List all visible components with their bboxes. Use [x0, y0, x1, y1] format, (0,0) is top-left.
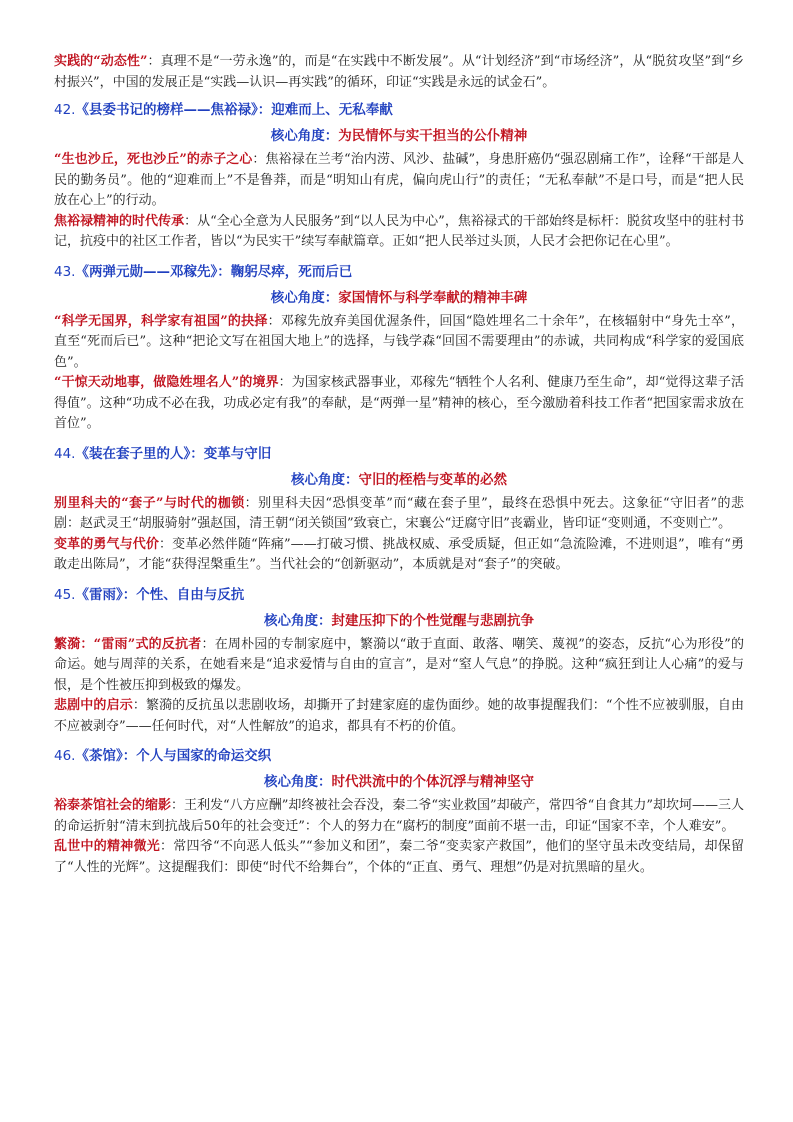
paragraph [54, 535, 744, 576]
core-angle [54, 126, 744, 147]
core-angle-label: 核心角度： [270, 128, 339, 144]
paragraph-text: ：繁漪的反抗虽以悲剧收场，却撕开了封建家庭的虚伪面纱。她的故事提醒我们：“个性不应被驯服，自由不应被剥夺”——任何时代，对“人性解放”的追求，都具有不朽的价值。 [54, 698, 744, 734]
section-number: 43. [54, 263, 76, 280]
core-angle-text: 封建压抑下的个性觉醒与悲剧抗争 [331, 612, 534, 629]
core-angle-label: 核心角度： [264, 774, 332, 790]
paragraph [54, 312, 744, 374]
section-title: 《两弹元勋——邓稼先》 [75, 263, 218, 280]
section-heading [54, 745, 744, 767]
core-angle-text: 时代洪流中的个体沉浮与精神坚守 [331, 774, 534, 790]
core-angle [54, 288, 744, 309]
core-angle-label: 核心角度： [264, 612, 332, 629]
section-title: 《茶馆》 [75, 748, 123, 764]
section-theme: ：鞠躬尽瘁，死而后已 [217, 263, 353, 280]
document-page [54, 52, 744, 886]
paragraph [54, 494, 744, 535]
core-angle [54, 772, 744, 793]
paragraph [54, 696, 744, 737]
paragraph [54, 373, 744, 435]
section-theme: ：变革与守旧 [190, 445, 272, 462]
intro-text: ：真理不是“一劳永逸”的，而是“在实践中不断发展”。从“计划经济”到“市场经济”，从“脱贫攻坚”到“乡村振兴”，中国的发展正是“实践—认识—再实践”的循环，印证“实践是永远的试金石”。 [54, 54, 744, 90]
section-heading [54, 443, 744, 465]
core-angle-text: 家国情怀与科学奉献的精神丰碑 [338, 289, 528, 306]
section-heading [54, 99, 744, 121]
paragraph-lead: 悲剧中的启示 [54, 698, 133, 713]
paragraph-lead: 繁漪：“雷雨”式的反抗者 [54, 636, 202, 652]
section-42 [54, 99, 744, 253]
section-44 [54, 443, 744, 576]
paragraph [54, 212, 744, 253]
core-angle [54, 611, 744, 632]
paragraph-lead: 变革的勇气与代价 [54, 536, 160, 552]
paragraph-text: ：别里科夫因“恐惧变革”而“藏在套子里”，最终在恐惧中死去。这象征“守旧者”的悲剧：赵武灵王“胡服骑射”强赵国，清王朝“闭关锁国”致衰亡，宋襄公“迂腐守旧”丧霸业，皆印证“变则通，不变则亡”。 [54, 495, 744, 531]
paragraph-text: ：从“全心全意为人民服务”到“以人民为中心”，焦裕禄式的干部始终是标杆：脱贫攻坚中的驻村书记，抗疫中的社区工作者，皆以“为民实干”续写奉献篇章。正如“把人民举过头顶，人民才会把你记在心里”。 [54, 213, 744, 249]
paragraph-text: ：邓稼先放弃美国优渥条件，回国“隐姓埋名二十余年”，在核辐射中“身先士卒”，直至“死而后已”。这种“把论文写在祖国大地上”的选择，与钱学森“回国不需要理由”的赤诚，共同构成“科学家的爱国底色”。 [54, 313, 744, 370]
core-angle-label: 核心角度： [291, 471, 359, 488]
section-number: 45. [54, 586, 76, 603]
paragraph-text: ：焦裕禄在兰考“治内涝、风沙、盐碱”，身患肝癌仍“强忍剧痛工作”，诠释“干部是人民的勤务员”。他的“迎难而上”不是鲁莽，而是“明知山有虎，偏向虎山行”的责任；“无私奉献”不是口号，而是“把人民放在心上”的行动。 [54, 152, 744, 208]
paragraph-text: ：变革必然伴随“阵痛”——打破习惯、挑战权威、承受质疑，但正如“急流险滩，不进则退”，唯有“勇敢走出陈局”，才能“获得涅槃重生”。当代社会的“创新驱动”，本质就是对“套子”的突破。 [54, 536, 744, 572]
section-theme: ：个性、自由与反抗 [122, 586, 245, 603]
paragraph-lead: “干惊天动地事，做隐姓埋名人”的境界 [54, 375, 279, 390]
core-angle-text: 为民情怀与实干担当的公仆精神 [338, 128, 528, 144]
paragraph [54, 150, 744, 212]
paragraph [54, 796, 744, 837]
paragraph-text: ：为国家核武器事业，邓稼先“牺牲个人名利、健康乃至生命”，却“觉得这辈子活得值”。这种“功成不必在我，功成必定有我”的奉献，是“两弹一星”精神的核心，至今激励着科技工作者“把国家需求放在首位”。 [54, 375, 744, 431]
paragraph-lead: 乱世中的精神微光 [54, 839, 160, 854]
section-45 [54, 584, 744, 738]
intro-paragraph [54, 52, 744, 93]
section-theme: ：个人与国家的命运交织 [122, 748, 272, 764]
section-46 [54, 745, 744, 878]
section-title: 《雷雨》 [75, 586, 123, 603]
core-angle [54, 470, 744, 491]
paragraph-lead: “科学无国界，科学家有祖国”的抉择 [54, 313, 268, 329]
section-heading [54, 584, 744, 606]
paragraph-lead: 焦裕禄精神的时代传承 [54, 213, 185, 229]
paragraph-lead: 裕泰茶馆社会的缩影 [54, 798, 172, 813]
paragraph-lead: “生也沙丘，死也沙丘”的赤子之心 [54, 152, 253, 167]
paragraph-lead: 别里科夫的“套子”与时代的枷锁 [54, 495, 245, 511]
section-43 [54, 261, 744, 435]
section-heading [54, 261, 744, 283]
paragraph-text: ：在周朴园的专制家庭中，繁漪以“敢于直面、敢落、嘲笑、蔑视”的姿态，反抗“心为形役”的命运。她与周萍的关系，在她看来是“追求爱情与自由的宣言”，是对“窒人气息”的挣脱。这种“疯狂到让人心痛”的爱与恨，是个性被压抑到极致的爆发。 [54, 636, 744, 693]
paragraph [54, 635, 744, 697]
section-title: 《县委书记的榜样——焦裕禄》 [75, 102, 258, 118]
section-title: 《装在套子里的人》 [75, 445, 191, 462]
section-theme: ：迎难而上、无私奉献 [257, 102, 393, 118]
core-angle-text: 守旧的桎梏与变革的必然 [358, 471, 507, 488]
core-angle-label: 核心角度： [270, 289, 339, 306]
paragraph-text: ：王利发“八方应酬”却终被社会吞没，秦二爷“实业救国”却破产，常四爷“自食其力”却坎坷——三人的命运折射“清末到抗战后50年的社会变迁”：个人的努力在“腐朽的制度”面前不堪一击，印证“国家不幸，个人难安”。 [54, 798, 744, 834]
paragraph [54, 837, 744, 878]
section-number: 44. [54, 445, 76, 462]
intro-lead: 实践的“动态性” [54, 54, 148, 69]
section-number: 42. [54, 102, 76, 118]
section-number: 46. [54, 748, 76, 764]
paragraph-text: ：常四爷“不向恶人低头”“参加义和团”，秦二爷“变卖家产救国”，他们的坚守虽未改变结局，却保留了“人性的光辉”。这提醒我们：即使“时代不给舞台”，个体的“正直、勇气、理想”仍是对抗黑暗的星火。 [54, 839, 744, 875]
